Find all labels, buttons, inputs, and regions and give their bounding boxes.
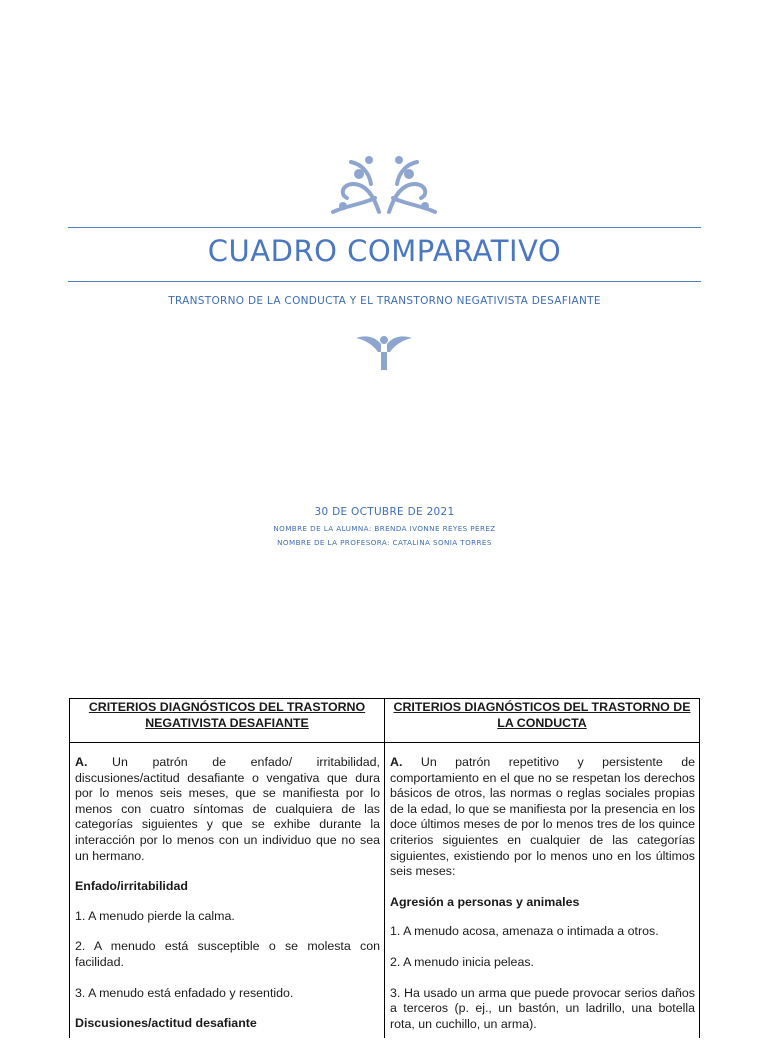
header-divider: [70, 742, 699, 743]
criterion-a-paragraph: [75, 755, 380, 864]
list-item: 2. A menudo inicia peleas.: [390, 954, 534, 969]
section-heading: Agresión a personas y animales: [390, 894, 580, 909]
list-item: 3. Ha usado un arma que puede provocar serios daños a terceros (p. ej., un bastón, un ladrillo, una botella rota, un cuchillo, un arma).: [390, 985, 695, 1031]
section-heading: Enfado/irritabilidad: [75, 879, 188, 894]
comparison-table: [69, 698, 700, 1038]
cover-subtitle: TRANSTORNO DE LA CONDUCTA Y EL TRANSTORNO NEGATIVISTA DESAFIANTE: [168, 295, 601, 307]
list-item: 3. A menudo está enfadado y resentido.: [75, 985, 294, 1000]
top-rule: [68, 227, 701, 228]
section-heading: Discusiones/actitud desafiante: [75, 1016, 257, 1031]
cover-date: 30 DE OCTUBRE DE 2021: [314, 506, 455, 518]
criterion-a-text: Un patrón repetitivo y persistente de comportamiento en el que no se respetan los derechos básicos de otros, las normas o reglas sociales propias de la edad, lo que se manifiesta por la presencia en los doce últimos meses de por lo menos tres de los quince criterios siguientes en cualquier de las categorías siguientes, existiendo por lo menos uno en los últimos seis meses:: [390, 755, 695, 879]
floral-ornament-icon: [329, 154, 439, 216]
header-negativista: CRITERIOS DIAGNÓSTICOS DEL TRASTORNO NEGATIVISTA DESAFIANTE: [88, 700, 366, 730]
list-item: 2. A menudo está susceptible o se molesta con facilidad.: [75, 939, 380, 969]
column-divider: [384, 699, 385, 1038]
criterion-a-paragraph: [390, 755, 695, 880]
column-negativista: [75, 755, 380, 1046]
teacher-name: NOMBRE DE LA PROFESORA: CATALINA SONIA TORRES: [277, 538, 492, 547]
criterion-a-text: Un patrón de enfado/ irritabilidad, discusiones/actitud desafiante o vengativa que dura por lo menos seis meses, que se manifiesta por lo menos con cuatro síntomas de cualquiera de las categorías siguientes y que se exhibe durante la interacción por lo menos con un individuo que no sea un hermano.: [75, 755, 380, 863]
bottom-rule: [68, 281, 701, 282]
criterion-a-label: A.: [390, 755, 403, 769]
header-conducta: CRITERIOS DIAGNÓSTICOS DEL TRASTORNO DE LA CONDUCTA: [393, 700, 691, 730]
criterion-a-label: A.: [75, 755, 88, 769]
fleur-ornament-icon: [354, 330, 414, 372]
student-name: NOMBRE DE LA ALUMNA: BRENDA IVONNE REYES PÈREZ: [273, 524, 496, 533]
list-item: 1. A menudo acosa, amenaza o intimada a otros.: [390, 924, 659, 939]
cover-title: CUADRO COMPARATIVO: [207, 234, 562, 268]
column-conducta: [390, 755, 695, 1047]
list-item: 1. A menudo pierde la calma.: [75, 908, 235, 923]
